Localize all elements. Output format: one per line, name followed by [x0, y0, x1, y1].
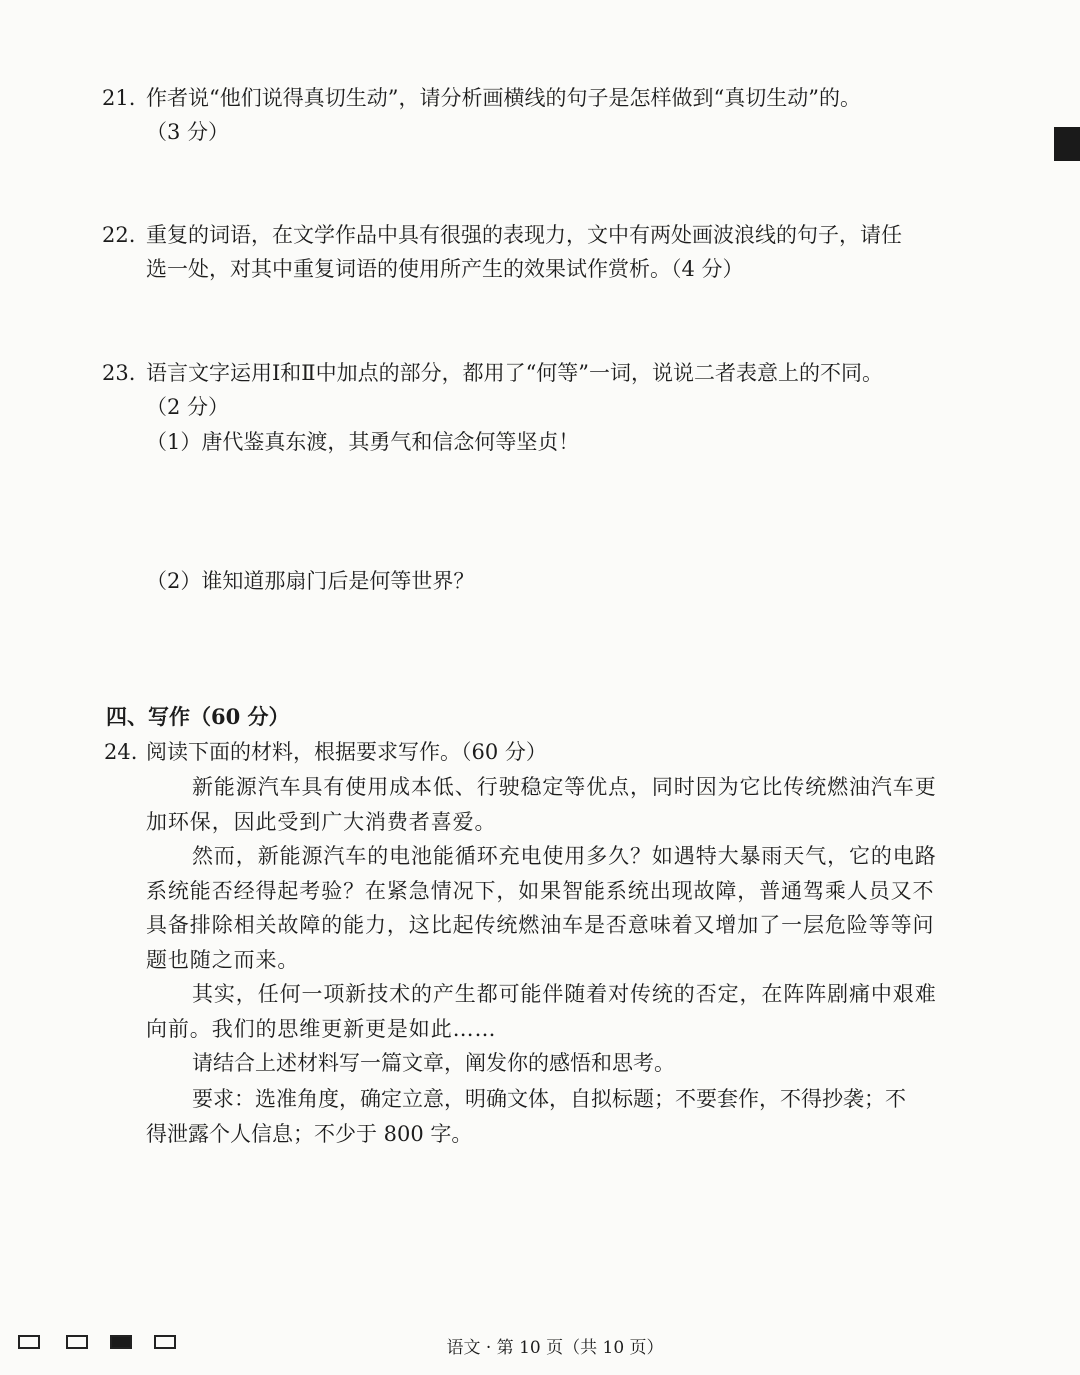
- requirement-text: 得泄露个人信息；不少于 800 字。: [146, 1122, 473, 1146]
- question-text: 重复的词语，在文学作品中具有很强的表现力，文中有两处画波浪线的句子，请任: [146, 223, 902, 247]
- requirement-text: 要求：选准角度，确定立意，明确文体，自拟标题；不要套作，不得抄袭；不: [192, 1087, 906, 1111]
- material-text: 然而，新能源汽车的电池能循环充电使用多久？如遇特大暴雨天气，它的电路: [192, 844, 937, 868]
- material-text: 向前。我们的思维更新更是如此……: [146, 1017, 497, 1041]
- question-text: 阅读下面的材料，根据要求写作。（60 分）: [146, 740, 547, 764]
- material-text: 题也随之而来。: [146, 948, 300, 972]
- question-number: 23.: [102, 361, 136, 385]
- section-title: 四、写作（60 分）: [106, 704, 290, 729]
- material-text: 其实，任何一项新技术的产生都可能伴随着对传统的否定，在阵阵剧痛中艰难: [192, 982, 937, 1006]
- material-text: 加环保，因此受到广大消费者喜爱。: [146, 810, 497, 834]
- sub-item: （2）谁知道那扇门后是何等世界？: [146, 569, 475, 593]
- question-score: （3 分）: [146, 120, 230, 144]
- sub-item: （1）唐代鉴真东渡，其勇气和信念何等坚贞！: [146, 430, 580, 454]
- question-text: 作者说“他们说得真切生动”，请分析画横线的句子是怎样做到“真切生动”的。: [146, 86, 861, 110]
- question-number: 22.: [102, 223, 136, 247]
- question-text: 选一处，对其中重复词语的使用所产生的效果试作赏析。（4 分）: [146, 257, 744, 281]
- material-text: 新能源汽车具有使用成本低、行驶稳定等优点，同时因为它比传统燃油汽车更: [192, 775, 937, 799]
- page-footer: 语文 · 第 10 页（共 10 页）: [446, 1338, 664, 1358]
- instruction-text: 请结合上述材料写一篇文章，阐发你的感悟和思考。: [192, 1051, 675, 1075]
- question-score: （2 分）: [146, 395, 230, 419]
- material-text: 系统能否经得起考验？在紧急情况下，如果智能系统出现故障，普通驾乘人员又不: [146, 879, 935, 903]
- question-number: 24.: [104, 740, 138, 764]
- material-text: 具备排除相关故障的能力，这比起传统燃油车是否意味着又增加了一层危险等等问: [146, 913, 935, 937]
- question-number: 21.: [102, 86, 136, 110]
- question-text: 语言文字运用Ⅰ和Ⅱ中加点的部分，都用了“何等”一词，说说二者表意上的不同。: [146, 361, 884, 385]
- registration-mark: [1054, 127, 1080, 161]
